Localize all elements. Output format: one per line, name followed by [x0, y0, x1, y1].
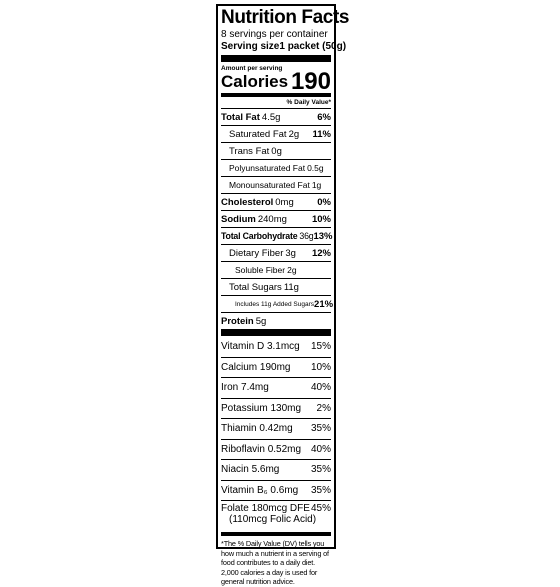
micronutrient-dv: 35% — [310, 423, 331, 435]
nutrient-dv: 10% — [311, 213, 331, 225]
micronutrient-name: Vitamin D 3.1mcg — [221, 340, 300, 352]
nutrient-row-protein — [221, 312, 331, 329]
nutrient-amount: 0mg — [275, 196, 294, 208]
nutrient-name: Cholesterol — [221, 196, 274, 208]
nutrition-facts-panel — [216, 4, 350, 586]
micronutrient-dv: 35% — [310, 464, 331, 476]
nutrient-name: Total Fat — [221, 111, 260, 123]
micronutrient-row — [221, 418, 331, 439]
nutrient-dv: 13% — [313, 230, 333, 242]
nutrient-amount: 2g — [288, 128, 300, 140]
micronutrient-row — [221, 357, 331, 378]
nutrient-amount: 5g — [255, 315, 267, 327]
nutrient-dv: 21% — [314, 298, 334, 310]
calories-label: Calories — [221, 72, 289, 91]
nutrient-name: Monounsaturated Fat — [229, 180, 310, 190]
micronutrient-row — [221, 480, 331, 501]
footnote: *The % Daily Value (DV) tells you how much a nutrient in a serving of food contributes to a daily diet. 2,000 calories a day is used for general nutrition advice. — [221, 539, 329, 586]
nutrient-amount: 3g — [285, 247, 296, 259]
nutrient-amount: 1g — [311, 180, 322, 190]
nutrient-name: Total Sugars — [229, 281, 282, 293]
nutrient-name: Protein — [221, 315, 254, 327]
nutrient-row-sodium — [221, 210, 331, 227]
nutrient-row-dietary-fiber — [221, 244, 331, 261]
micronutrient-dv: 10% — [310, 361, 331, 373]
nutrient-amount: 240mg — [257, 213, 287, 225]
nutrient-name: Polyunsaturated Fat — [229, 163, 306, 173]
micronutrient-dv: 35% — [310, 484, 331, 496]
nutrient-amount: 4.5g — [261, 111, 281, 123]
daily-value-header: % Daily Value* — [286, 99, 331, 106]
nutrient-row-cholesterol — [221, 193, 331, 210]
nutrient-row-total-fat — [221, 108, 331, 125]
micronutrient-name: Vitamin B₆ 0.6mg — [221, 484, 299, 496]
micronutrient-row — [221, 336, 331, 357]
micronutrient-name: Riboflavin 0.52mg — [221, 443, 302, 455]
micronutrient-name: Thiamin 0.42mg — [221, 423, 293, 435]
nutrient-name: Includes 11g Added Sugars — [235, 300, 315, 308]
micronutrient-dv: 15% — [310, 340, 331, 352]
nutrient-row-total-carbohydrate — [221, 227, 331, 244]
nutrient-amount: 0.5g — [307, 163, 324, 173]
nutrient-name: Saturated Fat — [229, 128, 287, 140]
folate-line-1: Folate 180mcg DFE — [221, 503, 310, 514]
nutrient-dv: 6% — [317, 111, 331, 123]
micronutrient-dv: 40% — [310, 382, 331, 394]
nutrient-row-added-sugars — [221, 295, 334, 312]
folate-line-2: (110mcg Folic Acid) — [229, 514, 317, 525]
nutrient-dv: 11% — [312, 128, 331, 140]
nutrient-row-trans-fat — [221, 142, 331, 159]
nutrient-name: Total Carbohydrate — [221, 231, 298, 241]
nutrient-row-saturated-fat — [221, 125, 331, 142]
micronutrient-name: Potassium 130mg — [221, 402, 302, 414]
nutrient-dv: 12% — [311, 247, 331, 259]
nutrient-name: Trans Fat — [229, 145, 270, 157]
nutrient-amount: 0g — [271, 145, 282, 157]
serving-size-value: 1 packet (50g) — [279, 41, 347, 52]
micronutrient-row — [221, 398, 331, 419]
micronutrient-row — [221, 439, 331, 460]
micronutrient-name: Calcium 190mg — [221, 361, 291, 373]
nutrient-amount: 36g — [299, 231, 314, 241]
folate-row — [221, 500, 331, 532]
micronutrient-row — [221, 459, 331, 480]
nutrient-amount: 2g — [287, 265, 297, 275]
nutrient-name: Sodium — [221, 213, 256, 225]
micronutrient-dv: 40% — [310, 443, 331, 455]
nutrient-row-total-sugars — [221, 278, 331, 295]
label-title: Nutrition Facts — [221, 7, 350, 28]
nutrient-amount: 11g — [283, 281, 299, 293]
micronutrient-dv: 2% — [316, 402, 331, 414]
servings-per-container: 8 servings per container — [221, 29, 328, 40]
nutrient-row-polyunsaturated-fat — [221, 159, 331, 176]
micronutrient-name: Iron 7.4mg — [221, 382, 269, 394]
nutrient-name: Dietary Fiber — [229, 247, 284, 259]
folate-dv: 45% — [310, 503, 331, 514]
amount-per-serving: Amount per serving — [221, 65, 283, 72]
micronutrient-row — [221, 377, 331, 398]
serving-size-label: Serving size — [221, 41, 280, 52]
nutrient-row-soluble-fiber — [221, 261, 331, 278]
nutrient-row-monounsaturated-fat — [221, 176, 331, 193]
thick-divider — [221, 329, 331, 336]
nutrient-dv: 0% — [317, 196, 331, 208]
serving-size-row — [221, 41, 347, 53]
calories-value: 190 — [290, 68, 331, 95]
thick-divider — [221, 55, 331, 62]
micronutrient-name: Niacin 5.6mg — [221, 464, 280, 476]
nutrient-name: Soluble Fiber — [235, 265, 286, 275]
